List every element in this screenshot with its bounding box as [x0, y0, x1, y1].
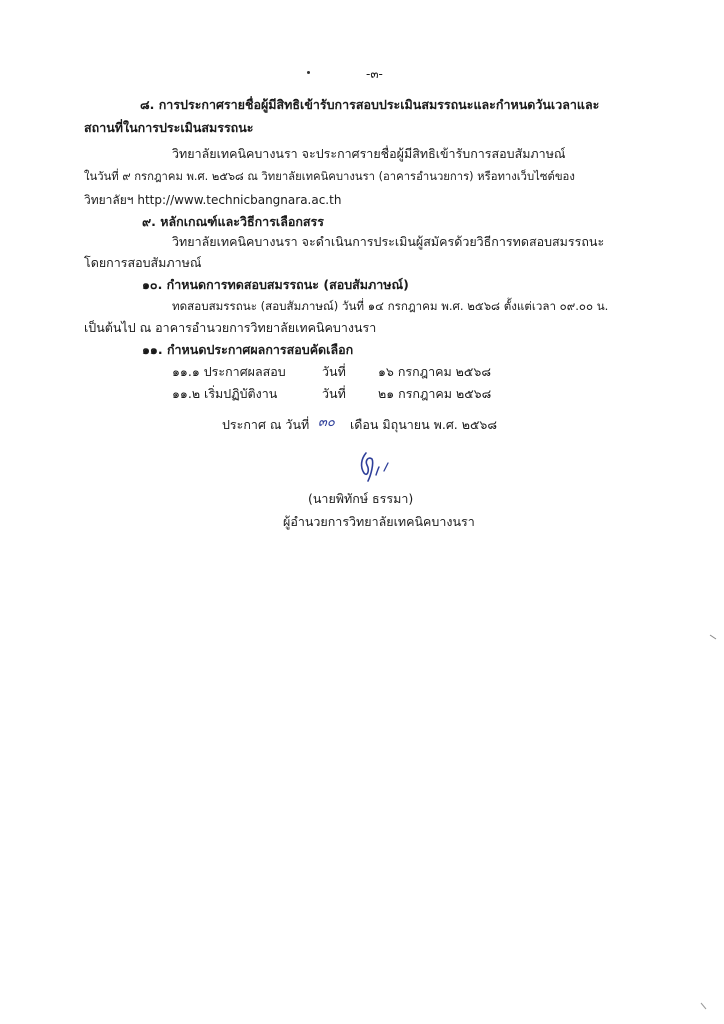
section-9-body-line-1: วิทยาลัยเทคนิคบางนรา จะดำเนินการประเมินผู้สมัครด้วยวิธีการทดสอบสมรรถนะ: [172, 234, 605, 249]
signatory-position: ผู้อำนวยการวิทยาลัยเทคนิคบางนรา: [283, 514, 475, 529]
margin-scratch-mark: [709, 634, 717, 640]
schedule-item-day-label: วันที่: [322, 364, 346, 379]
section-9-body-line-2: โดยการสอบสัมภาษณ์: [84, 255, 202, 270]
schedule-item-day-label: วันที่: [322, 386, 346, 401]
corner-scan-mark: [700, 1002, 708, 1010]
scan-speck: [307, 71, 310, 74]
section-9-heading: ๙. หลักเกณฑ์และวิธีการเลือกสรร: [142, 214, 324, 229]
section-11-heading: ๑๑. กำหนดประกาศผลการสอบคัดเลือก: [142, 342, 354, 357]
announcement-prefix: ประกาศ ณ วันที่: [222, 417, 310, 432]
signature-mark: [352, 447, 412, 487]
section-8-body-line-1: วิทยาลัยเทคนิคบางนรา จะประกาศรายชื่อผู้มีสิทธิเข้ารับการสอบสัมภาษณ์: [172, 146, 566, 161]
announcement-day-handwritten: ๓๐: [318, 415, 335, 430]
schedule-item-date: ๒๑ กรกฎาคม ๒๕๖๘: [378, 386, 492, 401]
section-8-heading-line-1: ๘. การประกาศรายชื่อผู้มีสิทธิเข้ารับการสอบประเมินสมรรถนะและกำหนดวันเวลาและ: [140, 97, 600, 112]
section-8-body-line-3: วิทยาลัยฯ http://www.technicbangnara.ac.th: [84, 193, 342, 207]
section-10-heading: ๑๐. กำหนดการทดสอบสมรรถนะ (สอบสัมภาษณ์): [142, 277, 409, 292]
signatory-name: (นายพิทักษ์ ธรรมา): [308, 491, 414, 506]
page-number: -๓-: [366, 67, 383, 81]
section-10-body-line-1: ทดสอบสมรรถนะ (สอบสัมภาษณ์) วันที่ ๑๔ กรกฎาคม พ.ศ. ๒๕๖๘ ตั้งแต่เวลา ๐๙.๐๐ น.: [172, 299, 609, 313]
schedule-item-date: ๑๖ กรกฎาคม ๒๕๖๘: [378, 364, 491, 379]
schedule-item-label: ๑๑.๒ เริ่มปฏิบัติงาน: [172, 386, 278, 401]
section-10-body-line-2: เป็นต้นไป ณ อาคารอำนวยการวิทยาลัยเทคนิคบางนรา: [84, 320, 377, 335]
section-8-body-line-2: ในวันที่ ๙ กรกฎาคม พ.ศ. ๒๕๖๘ ณ วิทยาลัยเทคนิคบางนรา (อาคารอำนวยการ) หรือทางเว็บไซต์ของ: [84, 170, 575, 183]
announcement-suffix: เดือน มิถุนายน พ.ศ. ๒๕๖๘: [350, 417, 498, 432]
schedule-item-label: ๑๑.๑ ประกาศผลสอบ: [172, 364, 286, 379]
section-8-heading-line-2: สถานที่ในการประเมินสมรรถนะ: [84, 120, 254, 135]
